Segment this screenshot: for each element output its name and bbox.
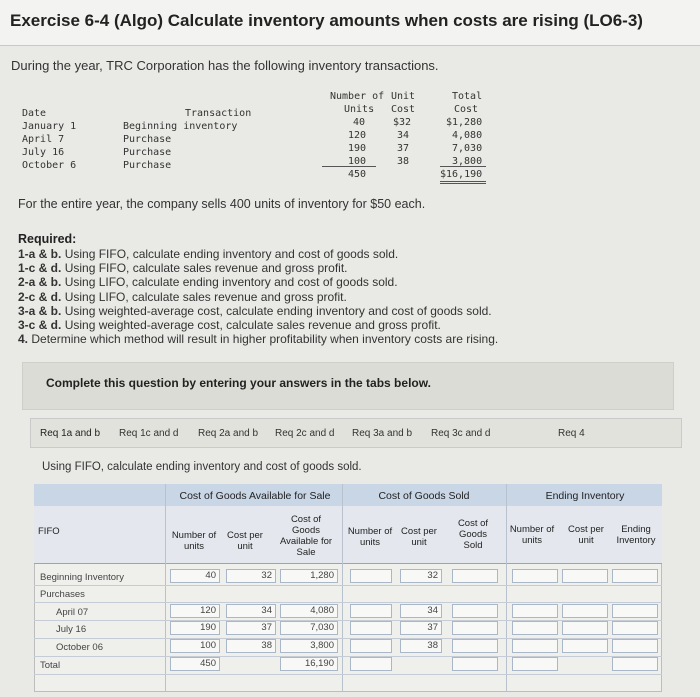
intro-text: During the year, TRC Corporation has the following inventory transactions.	[11, 58, 439, 73]
tab-req-2a-b[interactable]: Req 2a and b	[198, 428, 259, 439]
end-inv-input[interactable]	[612, 621, 658, 635]
tx-date: July 16	[22, 147, 65, 158]
sold-units-input[interactable]	[350, 639, 392, 653]
tx-type: Beginning inventory	[123, 121, 238, 132]
date-header: Date	[22, 108, 47, 119]
cost-value: 38	[261, 640, 272, 651]
cost-value: 37	[261, 622, 272, 633]
required-item-text: Using FIFO, calculate ending inventory and cost of goods sold.	[64, 247, 399, 261]
cogs-input[interactable]	[452, 604, 498, 618]
row-divider	[34, 656, 662, 657]
row-divider	[34, 585, 662, 586]
end-cost-input[interactable]	[562, 639, 608, 653]
method-label: FIFO	[38, 526, 60, 537]
required-item-text: Using LIFO, calculate sales revenue and gross profit.	[64, 289, 347, 304]
required-list	[18, 247, 498, 346]
tx-cost: $32	[393, 117, 412, 128]
row-label-purchases: Purchases	[40, 589, 85, 600]
tx-cost: 38	[397, 156, 410, 167]
tx-cost: 37	[397, 143, 410, 154]
sold-units-input[interactable]	[350, 604, 392, 618]
required-item-text: Using weighted-average cost, calculate sales revenue and gross profit.	[64, 318, 441, 333]
units-value: 190	[200, 622, 216, 633]
tx-type: Purchase	[123, 134, 172, 145]
required-item	[18, 304, 498, 318]
row-label-beginning: Beginning Inventory	[40, 572, 124, 583]
required-item-text: Determine which method will result in higher profitability when inventory costs are rising.	[31, 332, 499, 347]
end-inv-input[interactable]	[612, 657, 658, 671]
tx-total: $1,280	[446, 117, 483, 128]
tab-req-3c-d[interactable]: Req 3c and d	[431, 428, 491, 439]
tab-req-2c-d[interactable]: Req 2c and d	[275, 428, 335, 439]
row-label-july: July 16	[56, 624, 87, 635]
total-double-underline	[440, 181, 486, 184]
sold-units-input[interactable]	[350, 621, 392, 635]
required-item	[18, 261, 498, 275]
sold-units-input[interactable]	[350, 569, 392, 583]
group-available: Cost of Goods Available for Sale	[179, 490, 331, 502]
tx-units: 40	[353, 117, 366, 128]
units-value: 450	[200, 658, 216, 669]
total-value: 3,800	[310, 640, 334, 651]
sales-info: For the entire year, the company sells 400 units of inventory for $50 each.	[18, 197, 426, 211]
tx-date: January 1	[22, 121, 77, 132]
end-units-input[interactable]	[512, 604, 558, 618]
row-label-april: April 07	[56, 607, 89, 618]
end-cost-input[interactable]	[562, 569, 608, 583]
required-item	[18, 290, 498, 304]
tx-date: April 7	[22, 134, 65, 145]
tx-total: 3,800	[452, 156, 483, 167]
units-value: 120	[200, 605, 216, 616]
required-item-label: 1-a & b.	[18, 247, 62, 261]
units-value: 100	[200, 640, 216, 651]
tx-total: 7,030	[452, 143, 483, 154]
tx-units: 190	[348, 143, 367, 154]
required-item-label: 3-c & d.	[18, 318, 62, 333]
col-sold-units: Number of units	[347, 526, 393, 548]
col-cost-per-unit: Cost per unit	[227, 530, 263, 552]
required-item-text: Using LIFO, calculate ending inventory and cost of goods sold.	[64, 275, 398, 290]
end-cost-input[interactable]	[562, 621, 608, 635]
sold-cost-value: 34	[427, 605, 438, 616]
required-item	[18, 332, 498, 346]
cost-value: 32	[261, 570, 272, 581]
total-units: 450	[348, 169, 367, 180]
row-label-total: Total	[40, 660, 61, 671]
tx-date: October 6	[22, 160, 77, 171]
total-underline	[440, 166, 486, 167]
total-value: 4,080	[310, 605, 334, 616]
row-divider	[34, 674, 662, 675]
end-units-input[interactable]	[512, 569, 558, 583]
tx-type: Purchase	[123, 147, 172, 158]
tab-req-3a-b[interactable]: Req 3a and b	[352, 428, 413, 439]
end-inv-input[interactable]	[612, 604, 658, 618]
cogs-input[interactable]	[452, 621, 498, 635]
tab-subheading: Using FIFO, calculate ending inventory and cost of goods sold.	[42, 461, 362, 473]
cogs-input[interactable]	[452, 639, 498, 653]
required-item	[18, 318, 498, 332]
tab-req-4[interactable]: Req 4	[558, 428, 585, 439]
required-item-label: 1-c & d.	[18, 261, 62, 276]
cost-header-2: Cost	[391, 104, 416, 115]
end-inv-input[interactable]	[612, 569, 658, 583]
total-header-2: Cost	[454, 104, 479, 115]
row-label-october: October 06	[56, 642, 103, 653]
tx-cost: 34	[397, 130, 410, 141]
sold-units-input[interactable]	[350, 657, 392, 671]
total-value: 16,190	[304, 658, 334, 669]
grid-divider	[165, 484, 166, 692]
required-item	[18, 247, 498, 261]
page-title: Exercise 6-4 (Algo) Calculate inventory amounts when costs are rising (LO6-3)	[10, 11, 643, 30]
required-item-label: 2-c & d.	[18, 289, 62, 304]
cost-value: 34	[261, 605, 272, 616]
required-item-label: 2-a & b.	[18, 275, 62, 290]
required-item-label: 4.	[18, 332, 29, 347]
required-item	[18, 275, 498, 289]
complete-message: Complete this question by entering your answers in the tabs below.	[46, 376, 431, 390]
end-inv-input[interactable]	[612, 639, 658, 653]
units-header-2: Units	[344, 104, 375, 115]
col-end-cpu: Cost per unit	[568, 524, 604, 546]
cost-header-1: Unit	[391, 91, 416, 102]
col-num-units: Number of units	[171, 530, 217, 552]
cogs-input[interactable]	[452, 657, 498, 671]
units-underline	[322, 166, 376, 167]
units-value: 40	[205, 570, 216, 581]
sold-cost-value: 37	[427, 622, 438, 633]
tx-total: 4,080	[452, 130, 483, 141]
group-ending: Ending Inventory	[545, 490, 625, 502]
row-divider	[34, 602, 662, 603]
group-sold: Cost of Goods Sold	[378, 490, 470, 502]
tab-req-1c-d[interactable]: Req 1c and d	[119, 428, 179, 439]
col-cogs: Cost of Goods Sold	[457, 518, 489, 551]
total-cost: $16,190	[440, 169, 483, 180]
grid-divider	[506, 484, 507, 692]
total-value: 1,280	[310, 570, 334, 581]
tx-type: Purchase	[123, 160, 172, 171]
end-units-input[interactable]	[512, 621, 558, 635]
end-units-input[interactable]	[512, 639, 558, 653]
col-end-inv: Ending Inventory	[616, 524, 656, 546]
sold-cost-value: 38	[427, 640, 438, 651]
required-item-label: 3-a & b.	[18, 303, 62, 318]
required-item-text: Using weighted-average cost, calculate ending inventory and cost of goods sold.	[64, 303, 492, 318]
col-end-units: Number of units	[509, 524, 555, 546]
end-units-input[interactable]	[512, 657, 558, 671]
tx-units: 120	[348, 130, 367, 141]
col-cogafs: Cost of Goods Available for Sale	[279, 514, 333, 558]
total-header-1: Total	[452, 91, 483, 102]
total-value: 7,030	[310, 622, 334, 633]
required-heading: Required:	[18, 232, 77, 246]
required-item-text: Using FIFO, calculate sales revenue and gross profit.	[64, 261, 348, 276]
col-sold-cpu: Cost per unit	[401, 526, 437, 548]
grid-divider	[342, 484, 343, 692]
sold-cost-value: 32	[427, 570, 438, 581]
end-cost-input[interactable]	[562, 604, 608, 618]
units-header-1: Number of	[330, 91, 385, 102]
transaction-header: Transaction	[185, 108, 252, 119]
tab-req-1a-b[interactable]: Req 1a and b	[40, 428, 101, 439]
cogs-input[interactable]	[452, 569, 498, 583]
tx-units: 100	[348, 156, 367, 167]
